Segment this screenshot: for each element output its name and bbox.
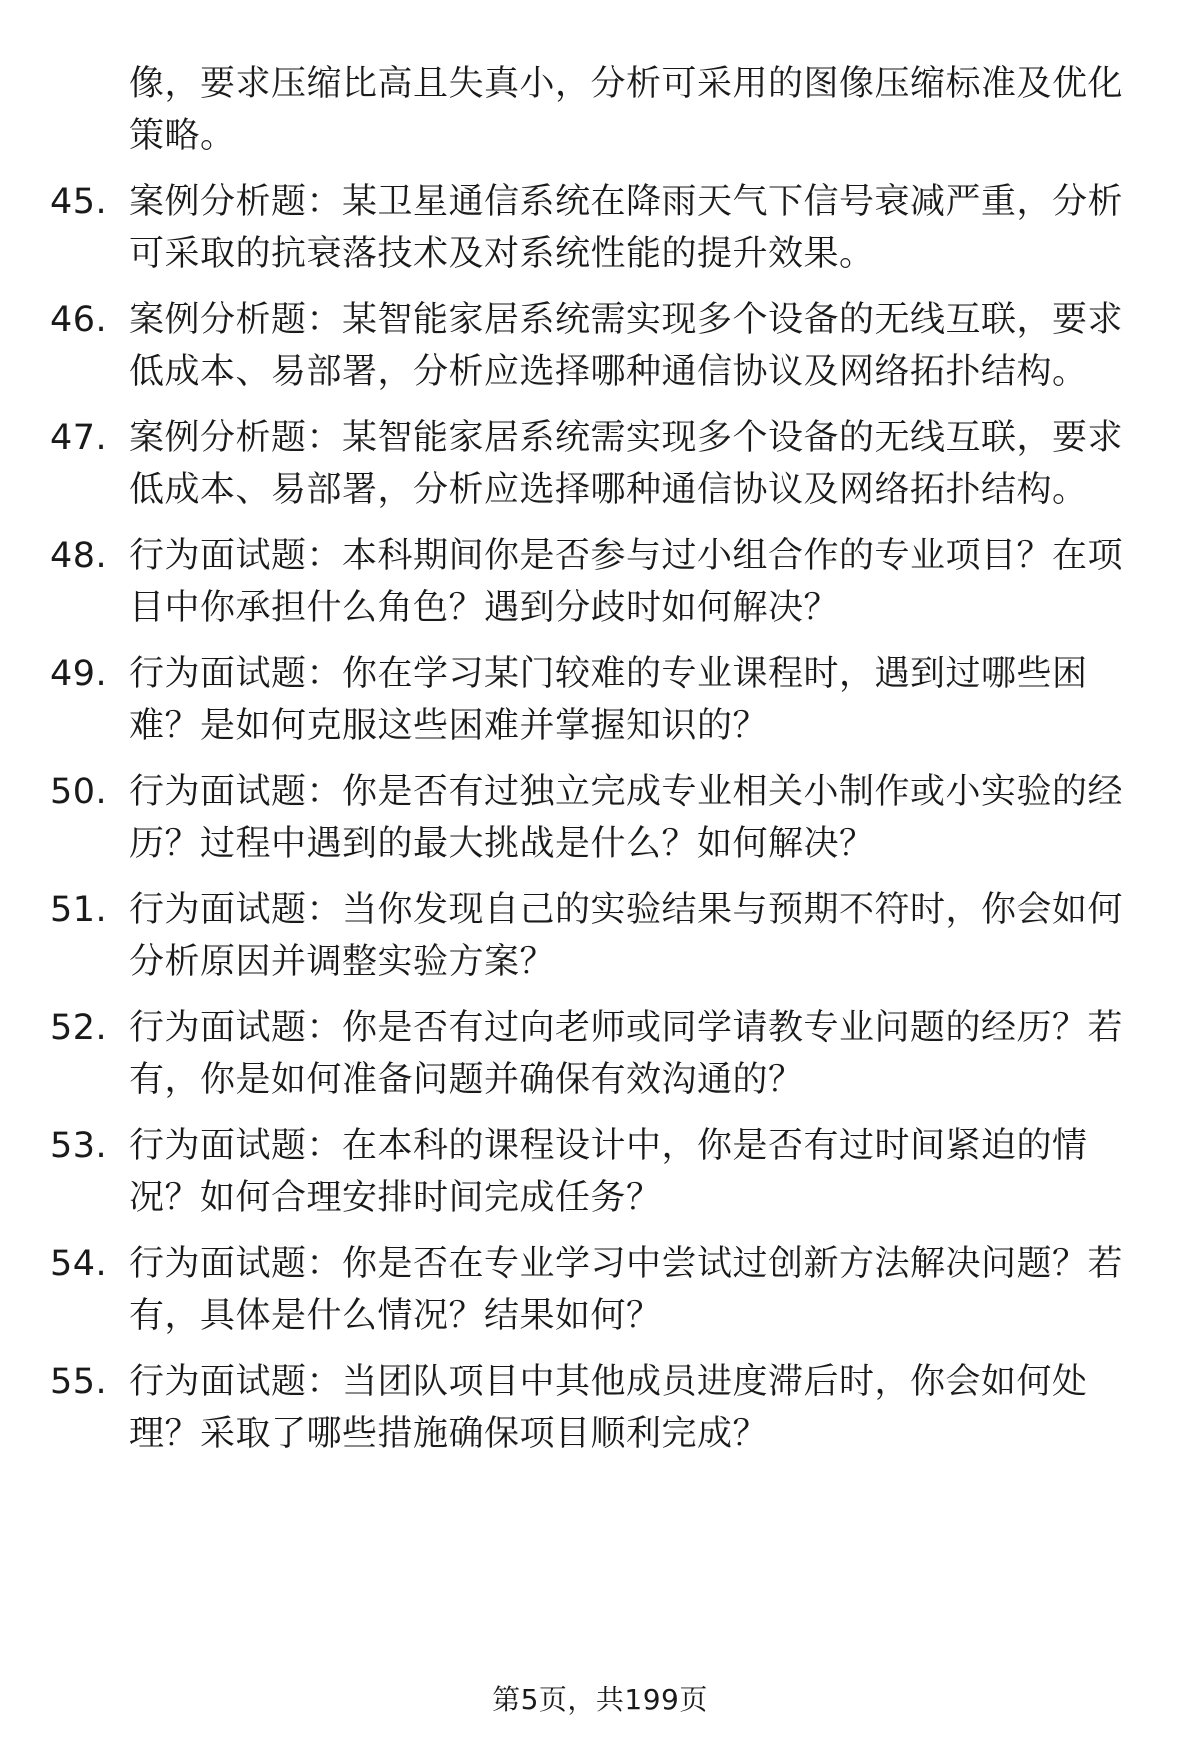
question-number: 51.	[50, 890, 108, 930]
question-item	[0, 294, 1200, 404]
question-item	[0, 648, 1200, 758]
question-item	[0, 176, 1200, 286]
question-number: 46.	[50, 300, 108, 340]
question-number: 55.	[50, 1362, 108, 1402]
question-item	[0, 1238, 1200, 1348]
question-text: 行为面试题：本科期间你是否参与过小组合作的专业项目？在项目中你承担什么角色？遇到分歧时如何解决？	[129, 536, 1124, 628]
question-number: 49.	[50, 654, 108, 694]
question-text: 行为面试题：当你发现自己的实验结果与预期不符时，你会如何分析原因并调整实验方案？	[129, 890, 1124, 982]
question-text: 案例分析题：某智能家居系统需实现多个设备的无线互联，要求低成本、易部署，分析应选择哪种通信协议及网络拓扑结构。	[129, 418, 1124, 510]
question-number: 54.	[50, 1244, 108, 1284]
question-number: 48.	[50, 536, 108, 576]
question-number: 50.	[50, 772, 108, 812]
page-footer: 第5页，共199页	[492, 1683, 708, 1716]
question-item	[0, 1002, 1200, 1112]
question-text: 行为面试题：你是否有过向老师或同学请教专业问题的经历？若有，你是如何准备问题并确保有效沟通的？	[129, 1008, 1124, 1100]
question-number: 45.	[50, 182, 108, 222]
question-text: 行为面试题：在本科的课程设计中，你是否有过时间紧迫的情况？如何合理安排时间完成任务？	[129, 1126, 1088, 1218]
question-item	[0, 884, 1200, 994]
question-text: 行为面试题：你是否有过独立完成专业相关小制作或小实验的经历？过程中遇到的最大挑战是什么？如何解决？	[129, 772, 1124, 864]
question-item	[0, 766, 1200, 876]
question-text: 行为面试题：当团队项目中其他成员进度滞后时，你会如何处理？采取了哪些措施确保项目顺利完成？	[129, 1362, 1088, 1454]
question-number: 53.	[50, 1126, 108, 1166]
question-item	[0, 412, 1200, 522]
question-number: 52.	[50, 1008, 108, 1048]
question-text: 行为面试题：你是否在专业学习中尝试过创新方法解决问题？若有，具体是什么情况？结果如何？	[129, 1244, 1124, 1336]
question-text: 案例分析题：某智能家居系统需实现多个设备的无线互联，要求低成本、易部署，分析应选择哪种通信协议及网络拓扑结构。	[129, 300, 1124, 392]
question-number: 47.	[50, 418, 108, 458]
continuation-text: 像，要求压缩比高且失真小，分析可采用的图像压缩标准及优化策略。	[129, 64, 1124, 156]
question-item	[0, 1120, 1200, 1230]
question-item	[0, 1356, 1200, 1466]
question-text: 案例分析题：某卫星通信系统在降雨天气下信号衰减严重，分析可采取的抗衰落技术及对系统性能的提升效果。	[129, 182, 1124, 274]
question-item	[0, 530, 1200, 640]
question-text: 行为面试题：你在学习某门较难的专业课程时，遇到过哪些困难？是如何克服这些困难并掌握知识的？	[129, 654, 1088, 746]
